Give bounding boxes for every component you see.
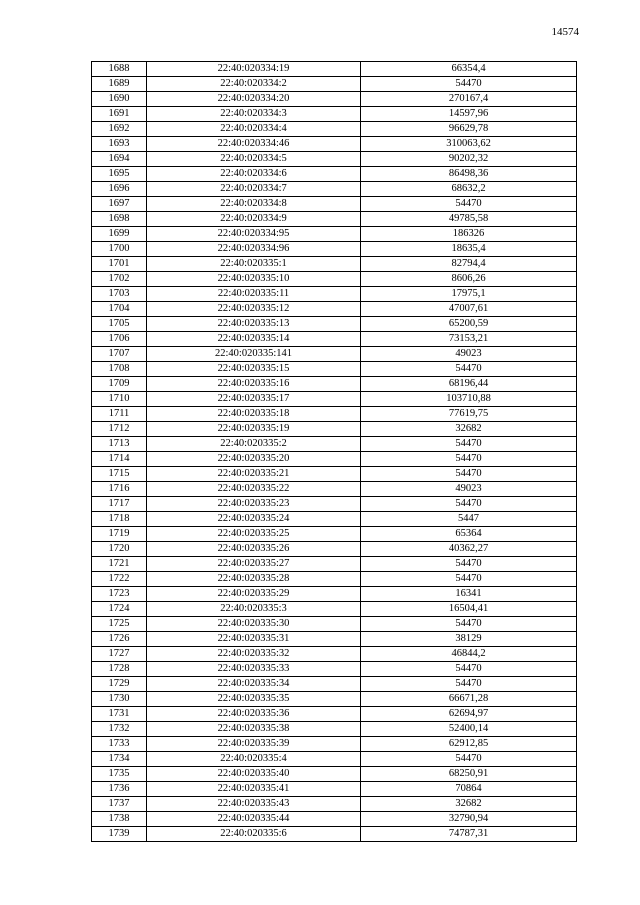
- table-row: [92, 812, 577, 827]
- cadastral-number-cell: 22:40:020335:40: [147, 767, 361, 782]
- row-number-cell: 1737: [92, 797, 147, 812]
- value-cell: 54470: [361, 572, 577, 587]
- value-cell: 46844,2: [361, 647, 577, 662]
- table-row: [92, 467, 577, 482]
- table-row: [92, 407, 577, 422]
- value-cell: 49785,58: [361, 212, 577, 227]
- value-cell: 54470: [361, 197, 577, 212]
- table-row: [92, 662, 577, 677]
- row-number-cell: 1710: [92, 392, 147, 407]
- cadastral-number-cell: 22:40:020335:16: [147, 377, 361, 392]
- table-row: [92, 692, 577, 707]
- table-row: [92, 197, 577, 212]
- table-row: [92, 827, 577, 842]
- cadastral-number-cell: 22:40:020334:96: [147, 242, 361, 257]
- row-number-cell: 1694: [92, 152, 147, 167]
- value-cell: 49023: [361, 347, 577, 362]
- row-number-cell: 1703: [92, 287, 147, 302]
- row-number-cell: 1705: [92, 317, 147, 332]
- cadastral-number-cell: 22:40:020335:38: [147, 722, 361, 737]
- cadastral-number-cell: 22:40:020335:33: [147, 662, 361, 677]
- row-number-cell: 1735: [92, 767, 147, 782]
- row-number-cell: 1739: [92, 827, 147, 842]
- row-number-cell: 1697: [92, 197, 147, 212]
- value-cell: 62912,85: [361, 737, 577, 752]
- value-cell: 54470: [361, 617, 577, 632]
- cadastral-number-cell: 22:40:020335:39: [147, 737, 361, 752]
- value-cell: 65364: [361, 527, 577, 542]
- table-row: [92, 767, 577, 782]
- cadastral-number-cell: 22:40:020334:46: [147, 137, 361, 152]
- value-cell: 40362,27: [361, 542, 577, 557]
- table-row: [92, 512, 577, 527]
- cadastral-number-cell: 22:40:020335:43: [147, 797, 361, 812]
- value-cell: 66354,4: [361, 62, 577, 77]
- table-row: [92, 332, 577, 347]
- page-number: 14574: [551, 26, 579, 38]
- table-row: [92, 77, 577, 92]
- cadastral-number-cell: 22:40:020334:6: [147, 167, 361, 182]
- value-cell: 54470: [361, 452, 577, 467]
- cadastral-number-cell: 22:40:020335:18: [147, 407, 361, 422]
- table-row: [92, 257, 577, 272]
- cadastral-number-cell: 22:40:020335:28: [147, 572, 361, 587]
- row-number-cell: 1699: [92, 227, 147, 242]
- row-number-cell: 1698: [92, 212, 147, 227]
- cadastral-number-cell: 22:40:020334:7: [147, 182, 361, 197]
- row-number-cell: 1712: [92, 422, 147, 437]
- cadastral-number-cell: 22:40:020335:6: [147, 827, 361, 842]
- value-cell: 32790,94: [361, 812, 577, 827]
- row-number-cell: 1732: [92, 722, 147, 737]
- value-cell: 47007,61: [361, 302, 577, 317]
- cadastral-number-cell: 22:40:020335:29: [147, 587, 361, 602]
- value-cell: 70864: [361, 782, 577, 797]
- row-number-cell: 1720: [92, 542, 147, 557]
- value-cell: 77619,75: [361, 407, 577, 422]
- value-cell: 310063,62: [361, 137, 577, 152]
- cadastral-number-cell: 22:40:020335:13: [147, 317, 361, 332]
- table-row: [92, 107, 577, 122]
- row-number-cell: 1708: [92, 362, 147, 377]
- table-row: [92, 377, 577, 392]
- cadastral-number-cell: 22:40:020335:19: [147, 422, 361, 437]
- value-cell: 14597,96: [361, 107, 577, 122]
- cadastral-number-cell: 22:40:020334:5: [147, 152, 361, 167]
- value-cell: 74787,31: [361, 827, 577, 842]
- row-number-cell: 1713: [92, 437, 147, 452]
- table-body: [92, 62, 577, 842]
- row-number-cell: 1714: [92, 452, 147, 467]
- row-number-cell: 1709: [92, 377, 147, 392]
- row-number-cell: 1715: [92, 467, 147, 482]
- cadastral-number-cell: 22:40:020334:2: [147, 77, 361, 92]
- row-number-cell: 1738: [92, 812, 147, 827]
- value-cell: 54470: [361, 437, 577, 452]
- row-number-cell: 1700: [92, 242, 147, 257]
- value-cell: 82794,4: [361, 257, 577, 272]
- table-row: [92, 92, 577, 107]
- row-number-cell: 1726: [92, 632, 147, 647]
- cadastral-number-cell: 22:40:020335:12: [147, 302, 361, 317]
- table-row: [92, 317, 577, 332]
- value-cell: 73153,21: [361, 332, 577, 347]
- value-cell: 96629,78: [361, 122, 577, 137]
- row-number-cell: 1701: [92, 257, 147, 272]
- table-row: [92, 287, 577, 302]
- table-row: [92, 557, 577, 572]
- table-row: [92, 347, 577, 362]
- table-row: [92, 602, 577, 617]
- value-cell: 17975,1: [361, 287, 577, 302]
- table-row: [92, 62, 577, 77]
- value-cell: 186326: [361, 227, 577, 242]
- row-number-cell: 1725: [92, 617, 147, 632]
- table-row: [92, 227, 577, 242]
- cadastral-number-cell: 22:40:020335:17: [147, 392, 361, 407]
- cadastral-number-cell: 22:40:020335:31: [147, 632, 361, 647]
- cadastral-number-cell: 22:40:020335:30: [147, 617, 361, 632]
- cadastral-number-cell: 22:40:020335:27: [147, 557, 361, 572]
- table-row: [92, 647, 577, 662]
- value-cell: 49023: [361, 482, 577, 497]
- row-number-cell: 1721: [92, 557, 147, 572]
- cadastral-number-cell: 22:40:020335:22: [147, 482, 361, 497]
- cadastral-number-cell: 22:40:020335:20: [147, 452, 361, 467]
- row-number-cell: 1688: [92, 62, 147, 77]
- table-row: [92, 182, 577, 197]
- table-row: [92, 677, 577, 692]
- row-number-cell: 1691: [92, 107, 147, 122]
- table-row: [92, 422, 577, 437]
- row-number-cell: 1693: [92, 137, 147, 152]
- cadastral-number-cell: 22:40:020335:3: [147, 602, 361, 617]
- table-row: [92, 482, 577, 497]
- table-row: [92, 302, 577, 317]
- table-row: [92, 272, 577, 287]
- table-row: [92, 632, 577, 647]
- table-row: [92, 122, 577, 137]
- value-cell: 54470: [361, 467, 577, 482]
- row-number-cell: 1736: [92, 782, 147, 797]
- cadastral-number-cell: 22:40:020335:10: [147, 272, 361, 287]
- table-row: [92, 782, 577, 797]
- table-row: [92, 137, 577, 152]
- cadastral-number-cell: 22:40:020335:14: [147, 332, 361, 347]
- row-number-cell: 1689: [92, 77, 147, 92]
- cadastral-number-cell: 22:40:020335:141: [147, 347, 361, 362]
- cadastral-number-cell: 22:40:020335:4: [147, 752, 361, 767]
- row-number-cell: 1702: [92, 272, 147, 287]
- row-number-cell: 1734: [92, 752, 147, 767]
- row-number-cell: 1717: [92, 497, 147, 512]
- table-row: [92, 587, 577, 602]
- table-row: [92, 437, 577, 452]
- value-cell: 38129: [361, 632, 577, 647]
- value-cell: 62694,97: [361, 707, 577, 722]
- row-number-cell: 1729: [92, 677, 147, 692]
- value-cell: 54470: [361, 677, 577, 692]
- table-row: [92, 362, 577, 377]
- cadastral-number-cell: 22:40:020335:24: [147, 512, 361, 527]
- row-number-cell: 1718: [92, 512, 147, 527]
- table-row: [92, 752, 577, 767]
- row-number-cell: 1711: [92, 407, 147, 422]
- cadastral-number-cell: 22:40:020335:35: [147, 692, 361, 707]
- value-cell: 54470: [361, 662, 577, 677]
- cadastral-number-cell: 22:40:020335:2: [147, 437, 361, 452]
- value-cell: 18635,4: [361, 242, 577, 257]
- value-cell: 32682: [361, 422, 577, 437]
- row-number-cell: 1690: [92, 92, 147, 107]
- cadastral-number-cell: 22:40:020335:21: [147, 467, 361, 482]
- cadastral-number-cell: 22:40:020334:20: [147, 92, 361, 107]
- cadastral-number-cell: 22:40:020334:95: [147, 227, 361, 242]
- row-number-cell: 1730: [92, 692, 147, 707]
- row-number-cell: 1719: [92, 527, 147, 542]
- value-cell: 90202,32: [361, 152, 577, 167]
- table-row: [92, 392, 577, 407]
- cadastral-number-cell: 22:40:020335:15: [147, 362, 361, 377]
- row-number-cell: 1731: [92, 707, 147, 722]
- row-number-cell: 1716: [92, 482, 147, 497]
- table-row: [92, 242, 577, 257]
- value-cell: 68196,44: [361, 377, 577, 392]
- cadastral-number-cell: 22:40:020334:19: [147, 62, 361, 77]
- row-number-cell: 1695: [92, 167, 147, 182]
- cadastral-number-cell: 22:40:020335:44: [147, 812, 361, 827]
- table-row: [92, 167, 577, 182]
- row-number-cell: 1723: [92, 587, 147, 602]
- cadastral-number-cell: 22:40:020335:1: [147, 257, 361, 272]
- value-cell: 66671,28: [361, 692, 577, 707]
- value-cell: 5447: [361, 512, 577, 527]
- cadastral-number-cell: 22:40:020335:11: [147, 287, 361, 302]
- cadastral-number-cell: 22:40:020335:32: [147, 647, 361, 662]
- value-cell: 65200,59: [361, 317, 577, 332]
- table-row: [92, 527, 577, 542]
- value-cell: 52400,14: [361, 722, 577, 737]
- row-number-cell: 1727: [92, 647, 147, 662]
- value-cell: 54470: [361, 557, 577, 572]
- row-number-cell: 1706: [92, 332, 147, 347]
- table-row: [92, 212, 577, 227]
- cadastral-number-cell: 22:40:020334:4: [147, 122, 361, 137]
- table-row: [92, 737, 577, 752]
- value-cell: 16504,41: [361, 602, 577, 617]
- cadastral-number-cell: 22:40:020335:25: [147, 527, 361, 542]
- data-table: [91, 61, 577, 842]
- value-cell: 68632,2: [361, 182, 577, 197]
- cadastral-number-cell: 22:40:020334:9: [147, 212, 361, 227]
- value-cell: 54470: [361, 77, 577, 92]
- table-row: [92, 797, 577, 812]
- table-row: [92, 707, 577, 722]
- table-row: [92, 152, 577, 167]
- value-cell: 54470: [361, 752, 577, 767]
- cadastral-number-cell: 22:40:020335:36: [147, 707, 361, 722]
- row-number-cell: 1696: [92, 182, 147, 197]
- value-cell: 86498,36: [361, 167, 577, 182]
- row-number-cell: 1733: [92, 737, 147, 752]
- cadastral-number-cell: 22:40:020335:41: [147, 782, 361, 797]
- cadastral-number-cell: 22:40:020335:26: [147, 542, 361, 557]
- cadastral-number-cell: 22:40:020335:23: [147, 497, 361, 512]
- table-row: [92, 497, 577, 512]
- table-row: [92, 542, 577, 557]
- cadastral-number-cell: 22:40:020334:8: [147, 197, 361, 212]
- table-row: [92, 617, 577, 632]
- value-cell: 32682: [361, 797, 577, 812]
- value-cell: 16341: [361, 587, 577, 602]
- table-row: [92, 452, 577, 467]
- value-cell: 8606,26: [361, 272, 577, 287]
- value-cell: 270167,4: [361, 92, 577, 107]
- row-number-cell: 1728: [92, 662, 147, 677]
- value-cell: 54470: [361, 362, 577, 377]
- value-cell: 68250,91: [361, 767, 577, 782]
- cadastral-number-cell: 22:40:020334:3: [147, 107, 361, 122]
- value-cell: 103710,88: [361, 392, 577, 407]
- table-row: [92, 722, 577, 737]
- row-number-cell: 1722: [92, 572, 147, 587]
- value-cell: 54470: [361, 497, 577, 512]
- row-number-cell: 1704: [92, 302, 147, 317]
- row-number-cell: 1692: [92, 122, 147, 137]
- table-row: [92, 572, 577, 587]
- row-number-cell: 1724: [92, 602, 147, 617]
- cadastral-number-cell: 22:40:020335:34: [147, 677, 361, 692]
- row-number-cell: 1707: [92, 347, 147, 362]
